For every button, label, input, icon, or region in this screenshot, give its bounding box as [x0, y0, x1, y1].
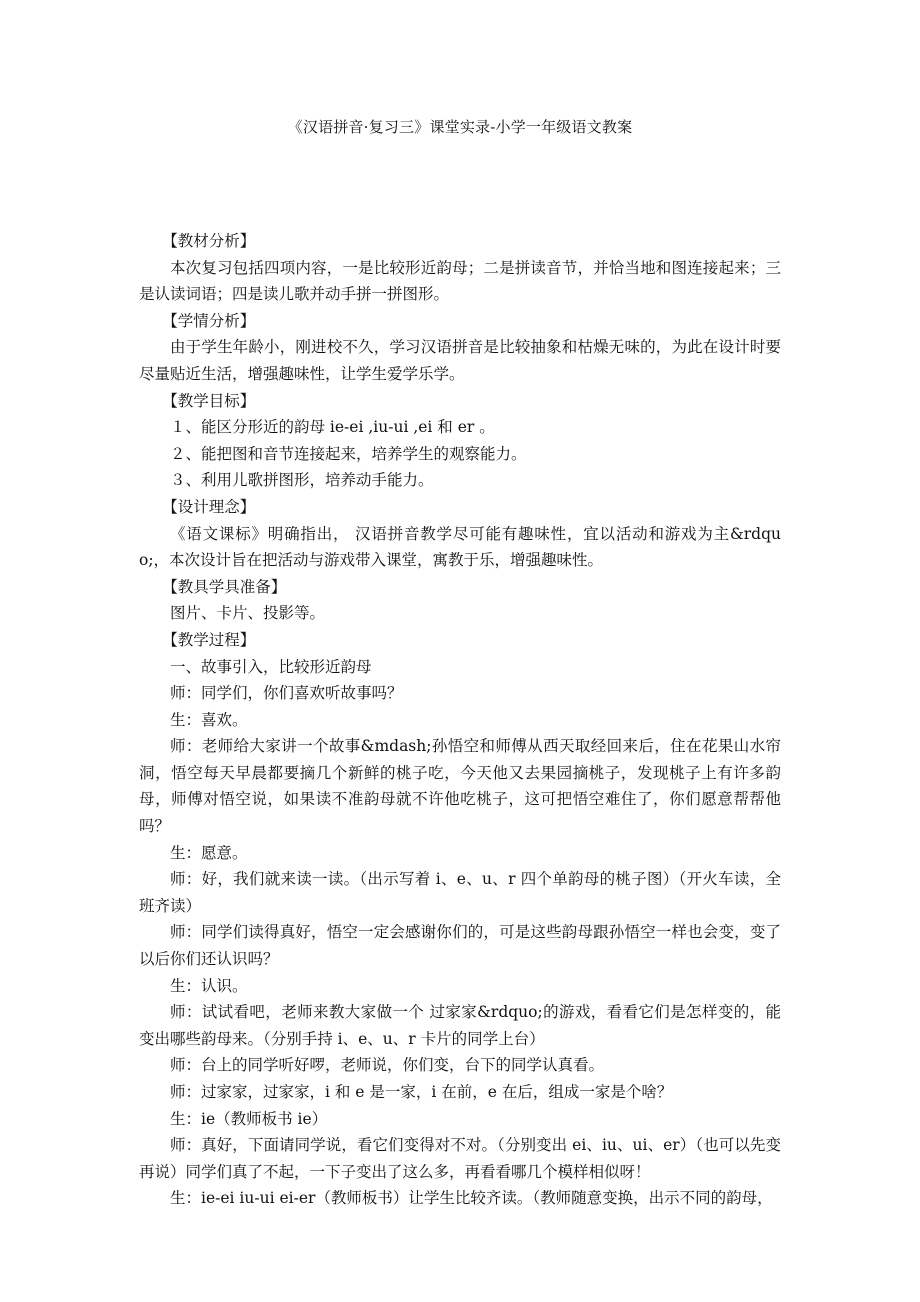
paragraph: 由于学生年龄小，刚进校不久，学习汉语拼音是比较抽象和枯燥无味的，为此在设计时要尽量贴近生活，增强趣味性，让学生爱学乐学。 [139, 338, 781, 383]
dialogue-line: 师：好，我们就来读一读。（出示写着 i、e、u、r 四个单韵母的桃子图）（开火车读，全班齐读） [139, 870, 781, 915]
section-heading: 【教学目标】 [162, 391, 256, 410]
section-heading: 【设计理念】 [162, 497, 256, 516]
dialogue-line: 生：ie（教师板书 ie） [170, 1109, 328, 1128]
dialogue-line: 师：过家家，过家家，i 和 e 是一家，i 在前，e 在后，组成一家是个啥？ [170, 1083, 673, 1101]
document-body [139, 228, 781, 1212]
objective-item: １、能区分形近的韵母 ie-ei ,iu-ui ,ei 和 er 。 [170, 418, 495, 437]
objective-item: ３、利用儿歌拼图形，培养动手能力。 [170, 471, 434, 490]
dialogue-line: 生：喜欢。 [170, 710, 248, 729]
dialogue-line: 师：同学们读得真好，悟空一定会感谢你们的，可是这些韵母跟孙悟空一样也会变，变了以后你们还认识吗？ [139, 923, 781, 969]
section-heading: 【教学过程】 [162, 630, 256, 649]
objective-item: ２、能把图和音节连接起来，培养学生的观察能力。 [170, 444, 527, 463]
section-heading: 【教具学具准备】 [162, 577, 287, 596]
dialogue-line: 师：台上的同学听好啰，老师说，你们变，台下的同学认真看。 [170, 1056, 605, 1075]
dialogue-line: 师：试试看吧，老师来教大家做一个 过家家&rdquo;的游戏，看看它们是怎样变的，能变出哪些韵母来。（分别手持 i、e、u、r 卡片的同学上台） [139, 1003, 781, 1048]
section-heading: 【教材分析】 [162, 232, 256, 250]
dialogue-line: 师：老师给大家讲一个故事&mdash;孙悟空和师傅从西天取经回来后，住在花果山水帘洞，悟空每天早晨都要摘几个新鲜的桃子吃，今天他又去果园摘桃子，发现桃子上有许多韵母，师傅对悟空说，如果读不准韵母就不许他吃桃子，这可把悟空难住了，你们愿意帮帮他吗？ [139, 737, 781, 836]
dialogue-line: 生：认识。 [170, 976, 248, 995]
section-heading: 【学情分析】 [162, 311, 256, 330]
paragraph: 本次复习包括四项内容，一是比较形近韵母；二是拼读音节，并恰当地和图连接起来；三是认读词语；四是读儿歌并动手拼一拼图形。 [139, 258, 781, 304]
dialogue-line: 生：愿意。 [170, 843, 248, 862]
dialogue-line: 生：ie-ei iu-ui ei-er（教师板书）让学生比较齐读。（教师随意变换，出示不同的韵母， [170, 1189, 773, 1208]
paragraph: 《语文课标》明确指出， 汉语拼音教学尽可能有趣味性，宜以活动和游戏为主&rdquo;，本次设计旨在把活动与游戏带入课堂，寓教于乐，增强趣味性。 [139, 524, 781, 570]
dialogue-line: 师：真好，下面请同学说，看它们变得对不对。（分别变出 ei、iu、ui、er）（也可以先变再说）同学们真了不起，一下子变出了这么多，再看看哪几个模样相似呀！ [139, 1136, 781, 1181]
subsection-heading: 一、故事引入，比较形近韵母 [170, 657, 372, 676]
paragraph: 图片、卡片、投影等。 [170, 604, 326, 623]
dialogue-line: 师：同学们，你们喜欢听故事吗？ [170, 684, 403, 703]
document-title: 《汉语拼音·复习三》课堂实录-小学一年级语文教案 [287, 118, 633, 136]
